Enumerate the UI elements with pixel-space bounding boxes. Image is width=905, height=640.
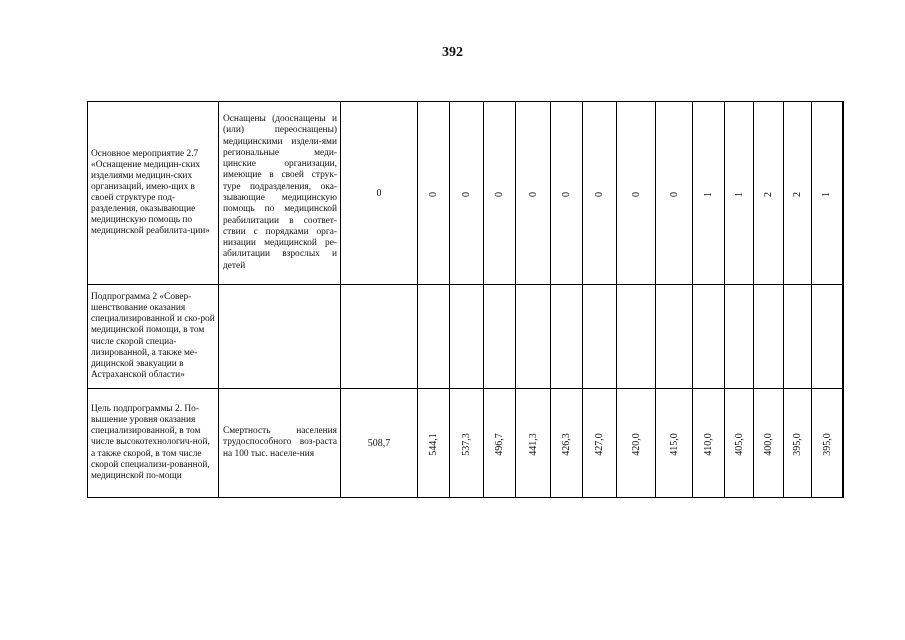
value-text: 0 [494, 192, 505, 197]
value-cell [812, 285, 843, 389]
value-cell [551, 285, 583, 389]
event-cell: Подпрограмма 2 «Совер-шенствование оказания специализированной и ско-рой медицинской помощи, в том числе скорой специа-лизированной, а также ме-дицинской эвакуации в Астраханской области» [88, 285, 219, 389]
table-row [88, 389, 843, 498]
indicator-table [87, 101, 844, 498]
value-cell [725, 389, 754, 498]
value-cell [693, 389, 725, 498]
value-cell [656, 285, 693, 389]
value-text: 0 [594, 192, 605, 197]
value-text: 2 [792, 192, 803, 197]
value-cell [418, 102, 450, 285]
value-text: 0 [561, 192, 572, 197]
value-cell [484, 102, 516, 285]
indicator-cell: Смертность населения трудоспособного воз-раста на 100 тыс. населе-ния [219, 389, 341, 498]
value-text: 395,0 [821, 433, 833, 456]
base-value-cell: 0 [341, 102, 418, 285]
value-text: 0 [428, 192, 439, 197]
indicator-cell: Оснащены (дооснащены и (или) переоснащены) медицинскими издели-ями региональные меди-цинские организации, имеющие в своей струк-туре подразделения, ока-зывающие медицинскую помощь по медицинской реабилитации в соответ-ствии с порядками орга-низации медицинской ре-абилитации взрослых и детей [219, 102, 341, 285]
value-cell [693, 285, 725, 389]
value-cell [754, 102, 784, 285]
value-text: 415,0 [668, 433, 680, 456]
event-cell: Основное мероприятие 2.7 «Оснащение медицин-ских изделиями медицин-ских организаций, имею-щих в своей структуре под-разделения, оказывающие медицинскую помощь по медицинской реабилита-ции» [88, 102, 219, 285]
value-cell [583, 285, 617, 389]
value-cell [725, 285, 754, 389]
value-cell [418, 285, 450, 389]
value-cell [617, 102, 656, 285]
value-text: 544,1 [428, 433, 439, 456]
value-text: 1 [821, 192, 833, 197]
value-cell [812, 389, 843, 498]
value-text: 0 [527, 192, 539, 197]
value-cell [450, 389, 484, 498]
value-cell [617, 285, 656, 389]
value-cell [516, 389, 551, 498]
value-cell [784, 102, 812, 285]
value-cell [812, 102, 843, 285]
indicator-cell [219, 285, 341, 389]
page-number: 392 [442, 45, 463, 60]
value-text: 496,7 [494, 433, 505, 456]
value-cell [484, 389, 516, 498]
value-text: 426,3 [561, 433, 572, 456]
value-text: 427,0 [594, 433, 605, 456]
value-cell [418, 389, 450, 498]
value-cell [583, 102, 617, 285]
value-cell [516, 102, 551, 285]
value-text: 0 [668, 192, 680, 197]
value-cell [656, 102, 693, 285]
event-cell: Цель подпрограммы 2. По-вышение уровня оказания специализированной, в том числе высокотехнологич-ной, а также скорой, в том числе скорой специализи-рованной, медицинской по-мощи [88, 389, 219, 498]
value-cell [450, 102, 484, 285]
base-value-cell [341, 285, 418, 389]
value-text: 410,0 [703, 433, 714, 456]
value-cell [583, 389, 617, 498]
value-cell [617, 389, 656, 498]
value-text: 1 [733, 192, 745, 197]
base-value-cell: 508,7 [341, 389, 418, 498]
value-cell [656, 389, 693, 498]
value-text: 441,3 [527, 433, 539, 456]
value-cell [725, 102, 754, 285]
value-cell [784, 389, 812, 498]
value-text: 400,0 [763, 433, 774, 456]
value-text: 0 [461, 192, 472, 197]
value-text: 395,0 [792, 433, 803, 456]
value-cell [450, 285, 484, 389]
value-cell [693, 102, 725, 285]
value-text: 0 [630, 192, 642, 197]
value-cell [754, 389, 784, 498]
table-row [88, 285, 843, 389]
value-text: 420,0 [630, 433, 642, 456]
value-cell [516, 285, 551, 389]
value-cell [484, 285, 516, 389]
value-cell [551, 389, 583, 498]
table-row [88, 102, 843, 285]
value-text: 537,3 [461, 433, 472, 456]
value-text: 2 [763, 192, 774, 197]
value-cell [551, 102, 583, 285]
value-text: 1 [703, 192, 714, 197]
value-cell [784, 285, 812, 389]
value-cell [754, 285, 784, 389]
value-text: 405,0 [733, 433, 745, 456]
